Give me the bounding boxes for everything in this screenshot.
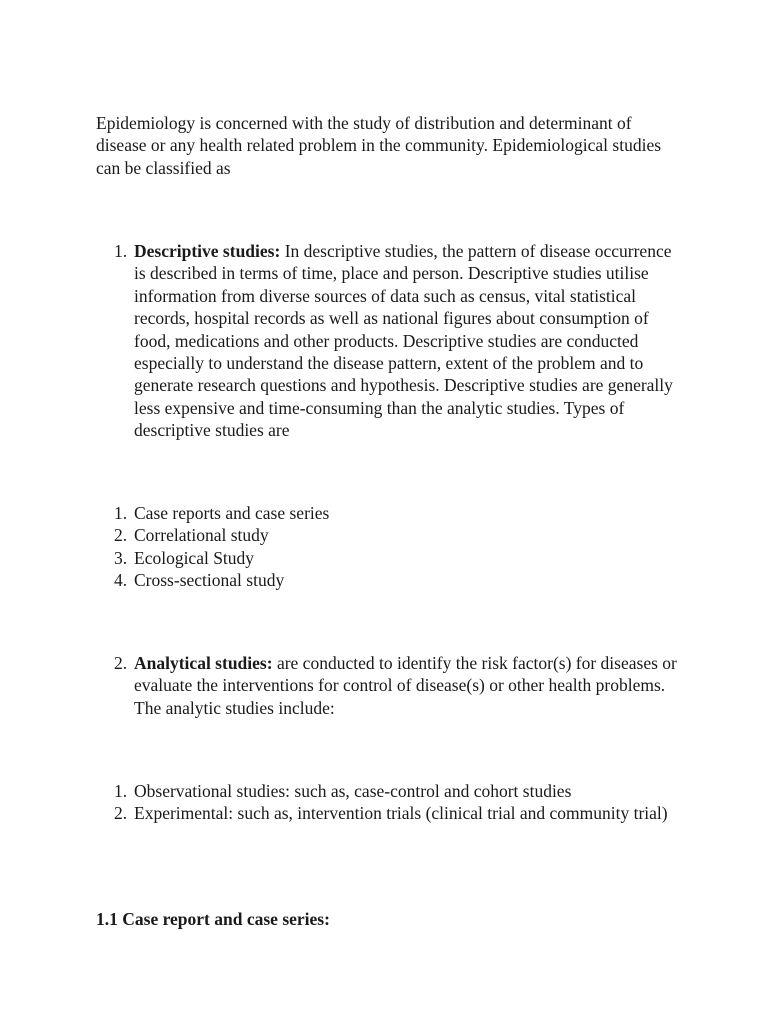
list-item — [96, 780, 686, 802]
analytical-studies-text: are conducted to identify the risk factor(s) for diseases or evaluate the interventions for control of disease(s) or other health problems. The analytic studies include: — [134, 653, 677, 718]
list-item — [96, 547, 686, 569]
list-item — [96, 652, 686, 719]
descriptive-studies-term: Descriptive studies: — [134, 241, 281, 261]
analytic-types-list — [96, 780, 686, 825]
list-item — [96, 502, 686, 524]
list-item-text: Observational studies: such as, case-control and cohort studies — [134, 781, 572, 801]
list-number: 4. — [114, 570, 128, 591]
list-number: 2. — [114, 653, 128, 673]
list-item-text: Correlational study — [134, 525, 269, 546]
list-item — [96, 240, 686, 442]
list-number: 3. — [114, 547, 128, 568]
section-heading: 1.1 Case report and case series: — [96, 909, 330, 929]
list-item-text: Ecological Study — [134, 547, 255, 568]
list-item-text: Cross-sectional study — [134, 570, 285, 591]
list-number: 1. — [114, 503, 128, 523]
list-number: 1. — [114, 781, 128, 801]
list-number: 1. — [114, 241, 128, 261]
list-item-text: Case reports and case series — [134, 503, 330, 523]
list-item — [96, 802, 686, 824]
descriptive-studies-text: In descriptive studies, the pattern of disease occurrence is described in terms of time, place and person. Descriptive studies utilise information from diverse sources of data such as census, vital statistical records, hospital records as well as national figures about consumption of food, medications and other products. Descriptive studies are conducted especially to understand the disease pattern, extent of the problem and to generate research questions and hypothesis. Descriptive studies are generally less expensive and time-consuming than the analytic studies. Types of descriptive studies are — [134, 241, 673, 441]
intro-paragraph: Epidemiology is concerned with the study of distribution and determinant of disease or any health related problem in the community. Epidemiological studies can be classified as — [96, 113, 662, 178]
descriptive-studies-list — [96, 240, 686, 442]
analytical-studies-list — [96, 652, 686, 719]
analytical-studies-term: Analytical studies: — [134, 653, 273, 673]
list-number: 2. — [114, 803, 128, 824]
descriptive-types-list — [96, 502, 686, 592]
list-item — [96, 569, 686, 591]
list-number: 2. — [114, 525, 128, 546]
list-item — [96, 524, 686, 546]
list-item-text: Experimental: such as, intervention trials (clinical trial and community trial) — [134, 803, 668, 824]
